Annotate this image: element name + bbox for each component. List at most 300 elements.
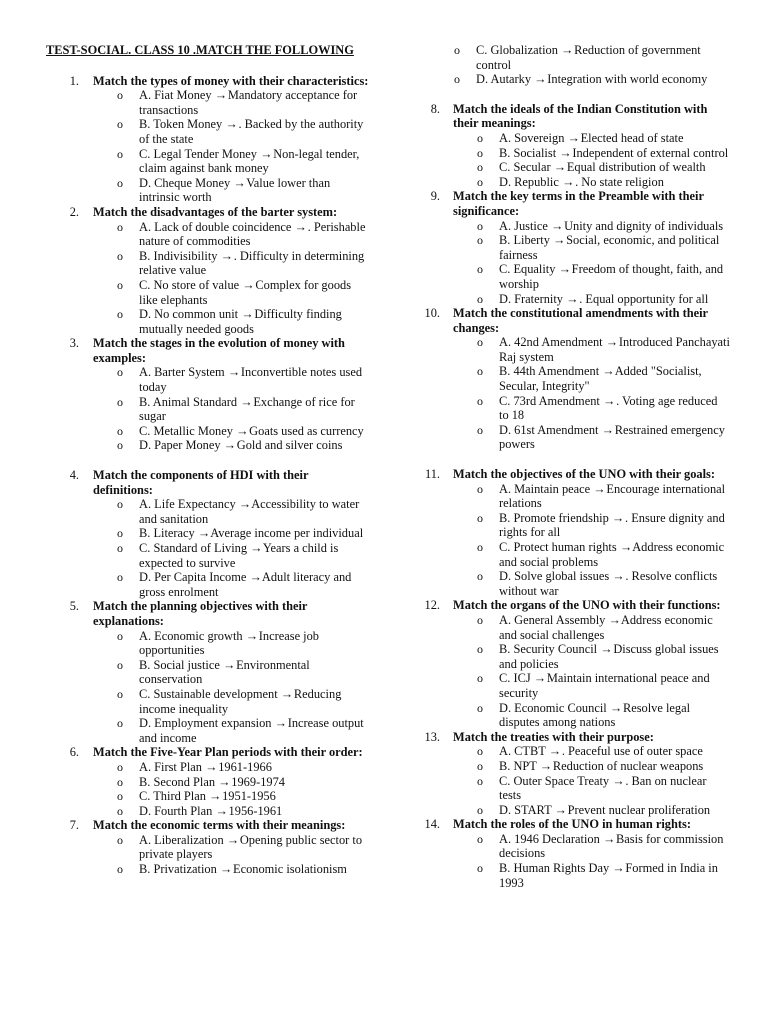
question-item (46, 336, 371, 453)
arrow-icon: → (619, 540, 633, 554)
question-number: 3. (69, 336, 79, 351)
option-item (93, 658, 371, 687)
option-match: 1969-1974 (231, 774, 285, 789)
option-term: D. Fraternity (499, 291, 564, 306)
question-item (424, 817, 730, 890)
question-item (46, 205, 371, 336)
option-item (453, 423, 730, 452)
option-term: D. START (499, 802, 552, 817)
bullet-icon: o (117, 248, 123, 263)
option-term: B. Indivisibility (139, 248, 218, 263)
option-match: Reduction of nuclear weapons (552, 758, 704, 773)
option-term: A. Liberalization (139, 832, 224, 847)
options-list (453, 219, 730, 307)
question-text: Match the stages in the evolution of money with examples: (93, 336, 345, 365)
arrow-icon: → (601, 422, 614, 437)
arrow-icon: → (611, 510, 625, 525)
option-item (93, 526, 371, 541)
bullet-icon: o (117, 526, 123, 541)
bullet-icon: o (117, 146, 123, 161)
option-match: 1961-1966 (218, 759, 272, 774)
arrow-icon: → (223, 438, 237, 453)
option-match: . Ensure dignity and rights for all (499, 510, 725, 540)
question-item (46, 74, 371, 205)
option-term: C. Protect human rights (499, 540, 617, 554)
option-term: D. 61st Amendment (499, 422, 599, 437)
option-term: D. Cheque Money (139, 175, 231, 190)
option-match: . Resolve conflicts without war (499, 569, 718, 598)
option-item (93, 88, 371, 117)
bullet-icon: o (117, 716, 123, 731)
option-item (93, 147, 371, 176)
arrow-icon: → (236, 423, 249, 438)
option-term: C. Outer Space Treaty (499, 773, 610, 788)
option-match: Maintain international peace and security (499, 671, 710, 700)
question-text: Match the ideals of the Indian Constitution with their meanings: (453, 101, 708, 131)
bullet-icon: o (117, 307, 123, 322)
arrow-icon: → (553, 160, 567, 175)
option-match: Accessibility to water and sanitation (139, 497, 360, 526)
document-title: TEST-SOCIAL. CLASS 10 .MATCH THE FOLLOWING (46, 43, 354, 57)
arrow-icon: → (227, 365, 241, 380)
question-text: Match the roles of the UNO in human rights: (453, 817, 691, 832)
option-match: Opening public sector to private players (139, 832, 363, 862)
option-term: B. Human Rights Day (499, 861, 610, 876)
option-item (453, 219, 730, 234)
option-term: D. Per Capita Income (139, 570, 247, 585)
option-term: A. Maintain peace (499, 481, 591, 496)
arrow-icon: → (559, 145, 572, 160)
option-item (93, 716, 371, 745)
option-match: Increase job opportunities (139, 628, 319, 658)
arrow-icon: → (602, 831, 616, 846)
arrow-icon: → (242, 277, 255, 292)
arrow-icon: → (534, 72, 547, 87)
bullet-icon: o (477, 335, 483, 350)
question-text: Match the types of money with their characteristics: (93, 73, 369, 88)
arrow-icon: → (550, 218, 564, 233)
option-item (453, 540, 730, 569)
bullet-icon: o (477, 481, 483, 496)
arrow-icon: → (612, 569, 625, 584)
options-list (453, 131, 730, 189)
option-term: D. Employment expansion (139, 716, 272, 731)
arrow-icon: → (608, 612, 621, 627)
option-match: Encourage international relations (499, 481, 726, 511)
option-match: Independent of external control (572, 145, 729, 160)
option-item (93, 307, 371, 336)
bullet-icon: o (117, 759, 123, 774)
option-match: 1951-1956 (222, 789, 276, 804)
option-item (93, 760, 371, 775)
option-term: A. Life Expectancy (139, 497, 236, 512)
arrow-icon: → (562, 174, 575, 189)
option-term: A. Economic growth (139, 628, 243, 643)
bullet-icon: o (117, 803, 123, 818)
option-item (93, 424, 371, 439)
option-match: Elected head of state (580, 130, 684, 145)
option-match: Environmental conservation (139, 657, 310, 687)
question-text: Match the constitutional amendments with their changes: (453, 306, 708, 335)
option-term: C. Legal Tender Money (139, 146, 257, 161)
options-list (453, 832, 730, 890)
bullet-icon: o (117, 117, 123, 132)
options-list (453, 335, 730, 452)
option-term: C. 73rd Amendment (499, 393, 600, 408)
question-number: 6. (69, 745, 79, 760)
option-term: C. Sustainable development (139, 686, 278, 701)
option-match: Address economic and social problems (499, 540, 725, 569)
option-term: A. Justice (499, 218, 548, 233)
bullet-icon: o (477, 671, 483, 686)
arrow-icon: → (602, 393, 616, 408)
question-item (46, 599, 371, 745)
option-term: A. CTBT (499, 744, 546, 759)
option-term: C. No store of value (139, 277, 240, 292)
option-term: D. No common unit (139, 307, 239, 322)
option-term: A. Barter System (139, 365, 225, 380)
option-item (453, 292, 730, 307)
option-item (93, 570, 371, 599)
question-number: 10. (424, 306, 440, 321)
option-match: Reducing income inequality (139, 686, 342, 716)
option-match: Exchange of rice for sugar (139, 394, 355, 424)
bullet-icon: o (117, 657, 123, 672)
options-list (93, 365, 371, 453)
right-question-list (424, 101, 730, 890)
option-match: Adult literacy and gross enrolment (139, 570, 352, 599)
option-item (453, 613, 730, 642)
option-term: C. Metallic Money (139, 423, 233, 438)
option-item (93, 220, 371, 249)
options-list (93, 760, 371, 818)
bullet-icon: o (117, 497, 123, 512)
left-column (46, 0, 371, 877)
question-number: 4. (69, 468, 79, 483)
bullet-icon: o (117, 423, 123, 438)
option-match: Social, economic, and political fairness (499, 233, 720, 262)
option-term: A. First Plan (139, 759, 202, 774)
arrow-icon: → (605, 335, 619, 350)
bullet-icon: o (117, 175, 123, 190)
option-item (453, 233, 730, 262)
arrow-icon: → (205, 759, 218, 774)
option-term: B. Liberty (499, 233, 550, 248)
option-term: B. Animal Standard (139, 394, 238, 409)
option-item (93, 176, 371, 205)
options-list (93, 629, 371, 746)
option-item (453, 569, 730, 598)
option-term: B. 44th Amendment (499, 364, 600, 379)
arrow-icon: → (274, 716, 287, 731)
option-item (453, 744, 730, 759)
bullet-icon: o (477, 218, 483, 233)
option-match: . Perishable nature of commodities (139, 219, 366, 249)
option-match: Goats used as currency (249, 423, 364, 438)
option-item (93, 497, 371, 526)
arrow-icon: → (197, 526, 211, 541)
option-item (453, 482, 730, 511)
option-match: Discuss global issues and policies (499, 642, 719, 671)
option-item (453, 335, 730, 364)
options-list (93, 220, 371, 337)
arrow-icon: → (218, 774, 231, 789)
arrow-icon: → (225, 117, 238, 132)
arrow-icon: → (233, 175, 246, 190)
option-match: Prevent nuclear proliferation (567, 802, 711, 817)
arrow-icon: → (226, 832, 240, 847)
option-term: B. Literacy (139, 526, 195, 541)
option-match: . Difficulty in determining relative value (139, 248, 365, 278)
arrow-icon: → (558, 262, 571, 277)
option-match: 1956-1961 (228, 803, 283, 818)
options-list (93, 497, 371, 599)
option-term: C. ICJ (499, 671, 531, 686)
option-item (430, 72, 730, 87)
option-match: Economic isolationism (233, 862, 347, 877)
option-item (453, 701, 730, 730)
option-item (453, 861, 730, 890)
bullet-icon: o (477, 569, 483, 584)
question-item (424, 729, 730, 818)
question-text: Match the planning objectives with their explanations: (93, 599, 308, 628)
option-item (430, 43, 730, 72)
option-item (453, 262, 730, 291)
question-item (430, 189, 730, 306)
arrow-icon: → (553, 233, 566, 248)
options-list (93, 833, 371, 877)
continued-options-list (430, 43, 730, 87)
option-term: C. Equality (499, 262, 556, 277)
option-item (93, 278, 371, 307)
bullet-icon: o (477, 510, 483, 525)
arrow-icon: → (600, 642, 613, 657)
option-item (93, 541, 371, 570)
question-text: Match the Five-Year Plan periods with their order: (93, 745, 363, 760)
bullet-icon: o (477, 802, 483, 817)
arrow-icon: → (602, 364, 615, 379)
option-match: . Ban on nuclear tests (499, 773, 707, 803)
option-item (93, 629, 371, 658)
option-item (93, 862, 371, 877)
arrow-icon: → (612, 861, 625, 876)
question-number: 5. (69, 599, 79, 614)
question-text: Match the components of HDI with their definitions: (93, 468, 309, 497)
option-term: C. Third Plan (139, 789, 206, 804)
question-text: Match the organs of the UNO with their functions: (453, 598, 721, 613)
arrow-icon: → (238, 497, 252, 512)
arrow-icon: → (241, 307, 254, 322)
arrow-icon: → (567, 130, 580, 145)
bullet-icon: o (477, 642, 483, 657)
arrow-icon: → (593, 481, 606, 496)
question-item (46, 818, 371, 876)
option-match: . Backed by the authority of the state (139, 117, 364, 146)
arrow-icon: → (219, 862, 233, 877)
bullet-icon: o (117, 789, 123, 804)
question-number: 1. (69, 73, 79, 88)
bullet-icon: o (117, 541, 123, 555)
option-match: Difficulty finding mutually needed goods (139, 307, 342, 336)
bullet-icon: o (454, 43, 460, 57)
option-match: Inconvertible notes used today (139, 365, 363, 395)
option-match: Average income per individual (210, 526, 364, 541)
option-match: Restrained emergency powers (499, 422, 725, 452)
bullet-icon: o (477, 700, 483, 715)
question-item (424, 306, 730, 452)
bullet-icon: o (117, 774, 123, 789)
option-match: Freedom of thought, faith, and worship (499, 262, 724, 291)
option-item (93, 804, 371, 819)
arrow-icon: → (245, 628, 259, 643)
option-term: D. Solve global issues (499, 569, 610, 584)
bullet-icon: o (477, 612, 483, 627)
option-match: Basis for commission decisions (499, 831, 724, 861)
bullet-icon: o (477, 744, 483, 759)
question-text: Match the treaties with their purpose: (453, 729, 654, 744)
option-match: Equal distribution of wealth (566, 160, 706, 175)
options-list (453, 613, 730, 730)
bullet-icon: o (117, 686, 123, 701)
option-item (453, 832, 730, 861)
arrow-icon: → (294, 219, 307, 234)
bullet-icon: o (117, 88, 123, 103)
option-match: . No state religion (575, 174, 664, 189)
bullet-icon: o (477, 291, 483, 306)
bullet-icon: o (117, 862, 123, 877)
bullet-icon: o (477, 130, 483, 145)
arrow-icon: → (561, 43, 574, 57)
option-term: C. Secular (499, 160, 551, 175)
bullet-icon: o (477, 364, 483, 379)
option-item (93, 249, 371, 278)
bullet-icon: o (117, 570, 123, 585)
question-number: 7. (69, 818, 79, 833)
arrow-icon: → (249, 570, 262, 585)
option-match: Mandatory acceptance for transactions (139, 88, 358, 117)
option-term: A. 1946 Declaration (499, 831, 600, 846)
bullet-icon: o (477, 160, 483, 175)
option-item (453, 146, 730, 161)
option-term: A. Fiat Money (139, 88, 212, 103)
bullet-icon: o (477, 773, 483, 788)
arrow-icon: → (215, 803, 228, 818)
bullet-icon: o (477, 831, 483, 846)
option-match: Resolve legal disputes among nations (499, 700, 691, 730)
arrow-icon: → (280, 686, 294, 701)
option-item (93, 687, 371, 716)
bullet-icon: o (454, 72, 460, 87)
arrow-icon: → (609, 700, 623, 715)
option-item (453, 511, 730, 540)
options-list (453, 482, 730, 599)
arrow-icon: → (260, 146, 273, 161)
left-question-list (46, 74, 371, 877)
bullet-icon: o (117, 219, 123, 234)
bullet-icon: o (117, 365, 123, 380)
option-term: D. Economic Council (499, 700, 607, 715)
option-match: Integration with world economy (547, 72, 708, 87)
option-term: C. Standard of Living (139, 541, 248, 555)
option-item (453, 671, 730, 700)
option-item (453, 175, 730, 190)
bullet-icon: o (477, 861, 483, 876)
option-match: Formed in India in 1993 (499, 861, 718, 890)
option-term: B. Promote friendship (499, 510, 609, 525)
question-text: Match the key terms in the Preamble with their significance: (453, 189, 704, 218)
bullet-icon: o (117, 394, 123, 409)
option-item (453, 394, 730, 423)
question-text: Match the objectives of the UNO with their goals: (453, 467, 715, 482)
option-term: A. Lack of double coincidence (139, 219, 292, 234)
question-item (424, 467, 730, 598)
bullet-icon: o (117, 438, 123, 453)
arrow-icon: → (240, 394, 253, 409)
option-match: Added "Socialist, Secular, Integrity" (499, 364, 702, 394)
question-item (430, 102, 730, 190)
option-item (93, 789, 371, 804)
option-match: . Equal opportunity for all (579, 291, 709, 306)
bullet-icon: o (477, 233, 483, 248)
option-term: B. Privatization (139, 862, 217, 877)
option-match: Gold and silver coins (236, 438, 343, 453)
arrow-icon: → (250, 541, 263, 555)
option-term: D. Fourth Plan (139, 803, 213, 818)
question-number: 2. (69, 204, 79, 219)
option-item (453, 160, 730, 175)
option-match: Value lower than intrinsic worth (139, 175, 331, 205)
bullet-icon: o (477, 540, 483, 554)
question-text: Match the economic terms with their meanings: (93, 818, 346, 833)
option-match: Unity and dignity of individuals (564, 218, 724, 233)
bullet-icon: o (117, 277, 123, 292)
option-term: B. Social justice (139, 657, 220, 672)
question-text: Match the disadvantages of the barter system: (93, 204, 338, 219)
arrow-icon: → (209, 789, 222, 804)
option-term: A. General Assembly (499, 612, 606, 627)
question-number: 12. (424, 598, 440, 613)
question-number: 14. (424, 817, 440, 832)
option-match: . Peaceful use of outer space (561, 744, 703, 759)
arrow-icon: → (214, 88, 228, 103)
question-item (424, 598, 730, 730)
option-item (93, 438, 371, 453)
option-item (93, 395, 371, 424)
option-match: Introduced Panchayati Raj system (499, 335, 730, 364)
option-term: D. Autarky (476, 72, 532, 87)
arrow-icon: → (612, 773, 625, 788)
options-list (453, 744, 730, 817)
arrow-icon: → (539, 758, 553, 773)
option-item (453, 131, 730, 146)
arrow-icon: → (533, 671, 547, 686)
option-item (93, 365, 371, 394)
option-match: Complex for goods like elephants (139, 277, 352, 307)
option-term: A. Sovereign (499, 130, 565, 145)
bullet-icon: o (117, 832, 123, 847)
question-number: 13. (424, 729, 440, 744)
bullet-icon: o (477, 174, 483, 189)
bullet-icon: o (477, 393, 483, 408)
question-number: 11. (424, 467, 440, 482)
option-term: B. Socialist (499, 145, 557, 160)
option-item (453, 364, 730, 393)
arrow-icon: → (566, 291, 579, 306)
option-item (453, 803, 730, 818)
option-item (93, 117, 371, 146)
bullet-icon: o (477, 758, 483, 773)
bullet-icon: o (477, 262, 483, 277)
